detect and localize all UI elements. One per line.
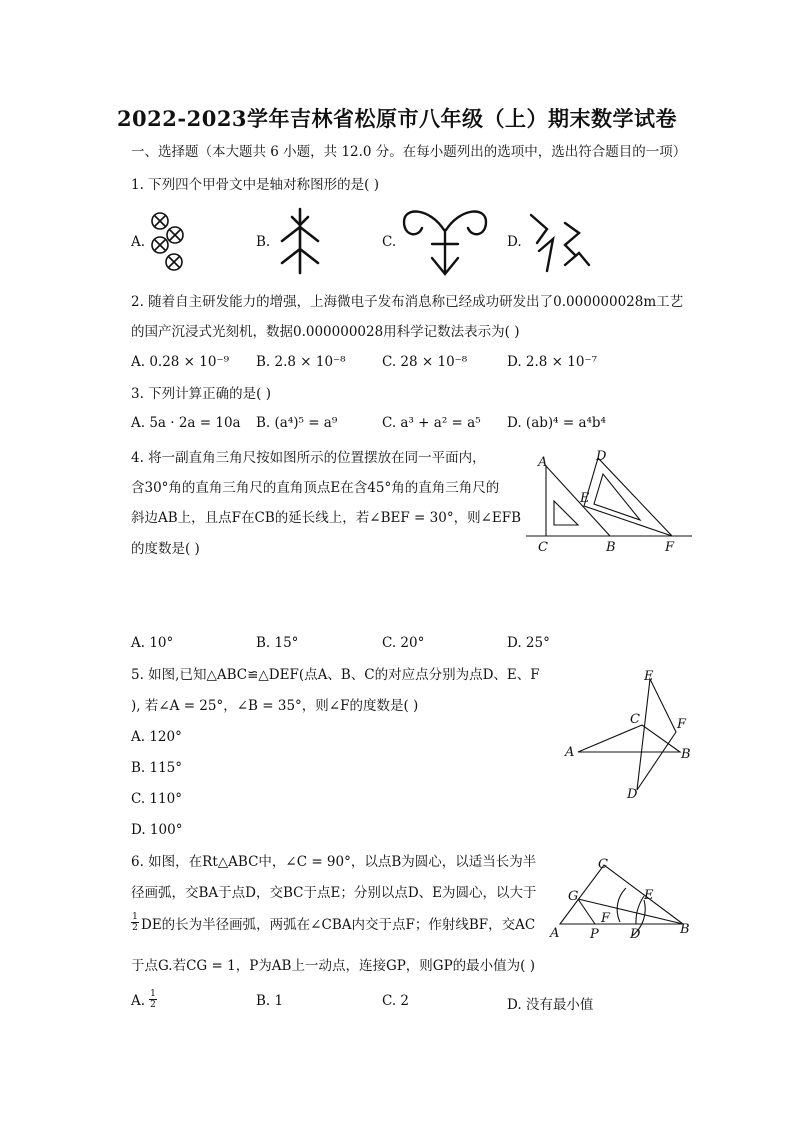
q4-option-d: D. 25° — [507, 635, 550, 651]
q2-option-a: A. 0.28 × 10⁻⁹ — [131, 354, 230, 370]
q6-option-a-denominator: 2 — [150, 1000, 156, 1010]
question-4-line-1: 4. 将一副直角三角尺按如图所示的位置摆放在同一平面内， — [131, 450, 486, 466]
q6-label-p: P — [590, 927, 599, 942]
q3-option-d: D. (ab)⁴ = a⁴b⁴ — [507, 415, 606, 431]
q4-triangle-30 — [584, 458, 672, 536]
q6-arc-from-d — [617, 888, 626, 922]
question-6-line-1: 6. 如图，在Rt△ABC中，∠C = 90°，以点B为圆心，以适当长为半 — [131, 854, 537, 870]
q6-half-fraction — [131, 912, 139, 933]
q4-label-a: A — [538, 455, 548, 470]
q6-ray-bf — [578, 899, 683, 924]
q3-option-b: B. (a⁴)⁵ = a⁹ — [256, 415, 338, 431]
q6-label-f: F — [601, 911, 611, 926]
q5-label-b: B — [681, 747, 691, 762]
question-4-line-4: 的度数是( ) — [131, 541, 200, 557]
q3-option-a: A. 5a · 2a = 10a — [131, 415, 241, 431]
q2-option-c: C. 28 × 10⁻⁸ — [382, 354, 468, 370]
question-4-line-3: 斜边AB上，且点F在CB的延长线上，若∠BEF = 30°，则∠EFB — [131, 510, 522, 526]
question-6-line-3: DE的长为半径画弧，两弧在∠CBA内交于点F；作射线BF，交AC — [141, 917, 536, 933]
q5-label-c: C — [630, 712, 640, 727]
q5-label-f: F — [677, 717, 687, 732]
q5-option-b: B. 115° — [131, 760, 183, 776]
q6-option-c: C. 2 — [382, 993, 410, 1009]
q4-label-d: D — [596, 449, 607, 464]
question-2-line-1: 2. 随着自主研发能力的增强，上海微电子发布消息称已经成功研发出了0.000000028m工艺 — [131, 294, 684, 310]
q6-half-denominator: 2 — [132, 923, 138, 933]
oracle-glyph-circles-icon — [148, 210, 188, 274]
q6-half-numerator: 1 — [132, 912, 138, 922]
q4-label-f: F — [665, 540, 675, 555]
q6-label-b: B — [680, 922, 690, 937]
q6-label-a: A — [550, 926, 560, 941]
q5-congruent-triangles-figure — [560, 662, 695, 802]
q4-label-c: C — [538, 540, 548, 555]
oracle-glyph-branch-icon — [272, 205, 328, 277]
q6-label-e: E — [644, 888, 654, 903]
q2-option-b: B. 2.8 × 10⁻⁸ — [256, 354, 346, 370]
oracle-glyph-ram-icon — [400, 202, 490, 280]
q5-label-d: D — [627, 787, 638, 802]
q6-triangle-construction-figure — [540, 852, 695, 944]
question-6-line-4: 于点G.若CG = 1，P为AB上一动点，连接GP，则GP的最小值为( ) — [131, 958, 536, 974]
question-1-stem: 1. 下列四个甲骨文中是轴对称图形的是( ) — [131, 177, 379, 193]
q1-option-a-label: A. — [131, 234, 146, 250]
q5-triangle-def — [637, 679, 676, 790]
q4-option-a: A. 10° — [131, 635, 174, 651]
question-5-line-1: 5. 如图,已知△ABC≌△DEF(点A、B、C的对应点分别为点D、E、F — [131, 667, 540, 683]
q5-option-c: C. 110° — [131, 791, 182, 807]
q4-label-e: E — [580, 491, 590, 506]
q6-label-g: G — [568, 889, 579, 904]
q4-label-b: B — [606, 540, 616, 555]
q4-option-b: B. 15° — [256, 635, 299, 651]
q6-option-d: D. 没有最小值 — [507, 997, 594, 1013]
q6-option-a-fraction — [149, 989, 157, 1010]
q6-arc-from-b — [636, 896, 644, 924]
q6-option-a-label: A. — [131, 993, 146, 1009]
question-6-line-2: 径画弧，交BA于点D，交BC于点E；分别以点D、E为圆心，以大于 — [131, 885, 537, 901]
q6-option-a-numerator: 1 — [150, 989, 156, 999]
q5-option-d: D. 100° — [131, 822, 183, 838]
q1-option-d-label: D. — [507, 234, 522, 250]
q6-option-b: B. 1 — [256, 993, 284, 1009]
q5-label-a: A — [565, 745, 575, 760]
section-heading: 一、选择题（本大题共 6 小题，共 12.0 分。在每小题列出的选项中，选出符合题目的一项） — [131, 144, 687, 160]
q6-label-c: C — [598, 857, 608, 872]
q3-option-c: C. a³ + a² = a⁵ — [382, 415, 481, 431]
q5-label-e: E — [644, 669, 654, 684]
q2-option-d: D. 2.8 × 10⁻⁷ — [507, 354, 598, 370]
question-5-line-2: ), 若∠A = 25°，∠B = 35°，则∠F的度数是( ) — [131, 698, 419, 714]
question-4-line-2: 含30°角的直角三角尺的直角顶点E在含45°角的直角三角尺的 — [131, 480, 500, 496]
q1-option-c-label: C. — [382, 234, 397, 250]
q6-label-d: D — [630, 927, 641, 942]
q4-triangle-45-inner — [554, 501, 578, 525]
page-title: 2022-2023学年吉林省松原市八年级（上）期末数学试卷 — [116, 106, 678, 131]
q1-option-b-label: B. — [256, 234, 271, 250]
q4-option-c: C. 20° — [382, 635, 425, 651]
question-3-stem: 3. 下列计算正确的是( ) — [131, 386, 271, 402]
question-2-line-2: 的国产沉浸式光刻机，数据0.000000028用科学记数法表示为( ) — [131, 324, 520, 340]
q4-triangle-30-inner — [594, 474, 640, 520]
q4-triangle-figure — [522, 448, 694, 558]
q5-option-a: A. 120° — [131, 729, 182, 745]
oracle-glyph-water-icon — [525, 205, 595, 275]
